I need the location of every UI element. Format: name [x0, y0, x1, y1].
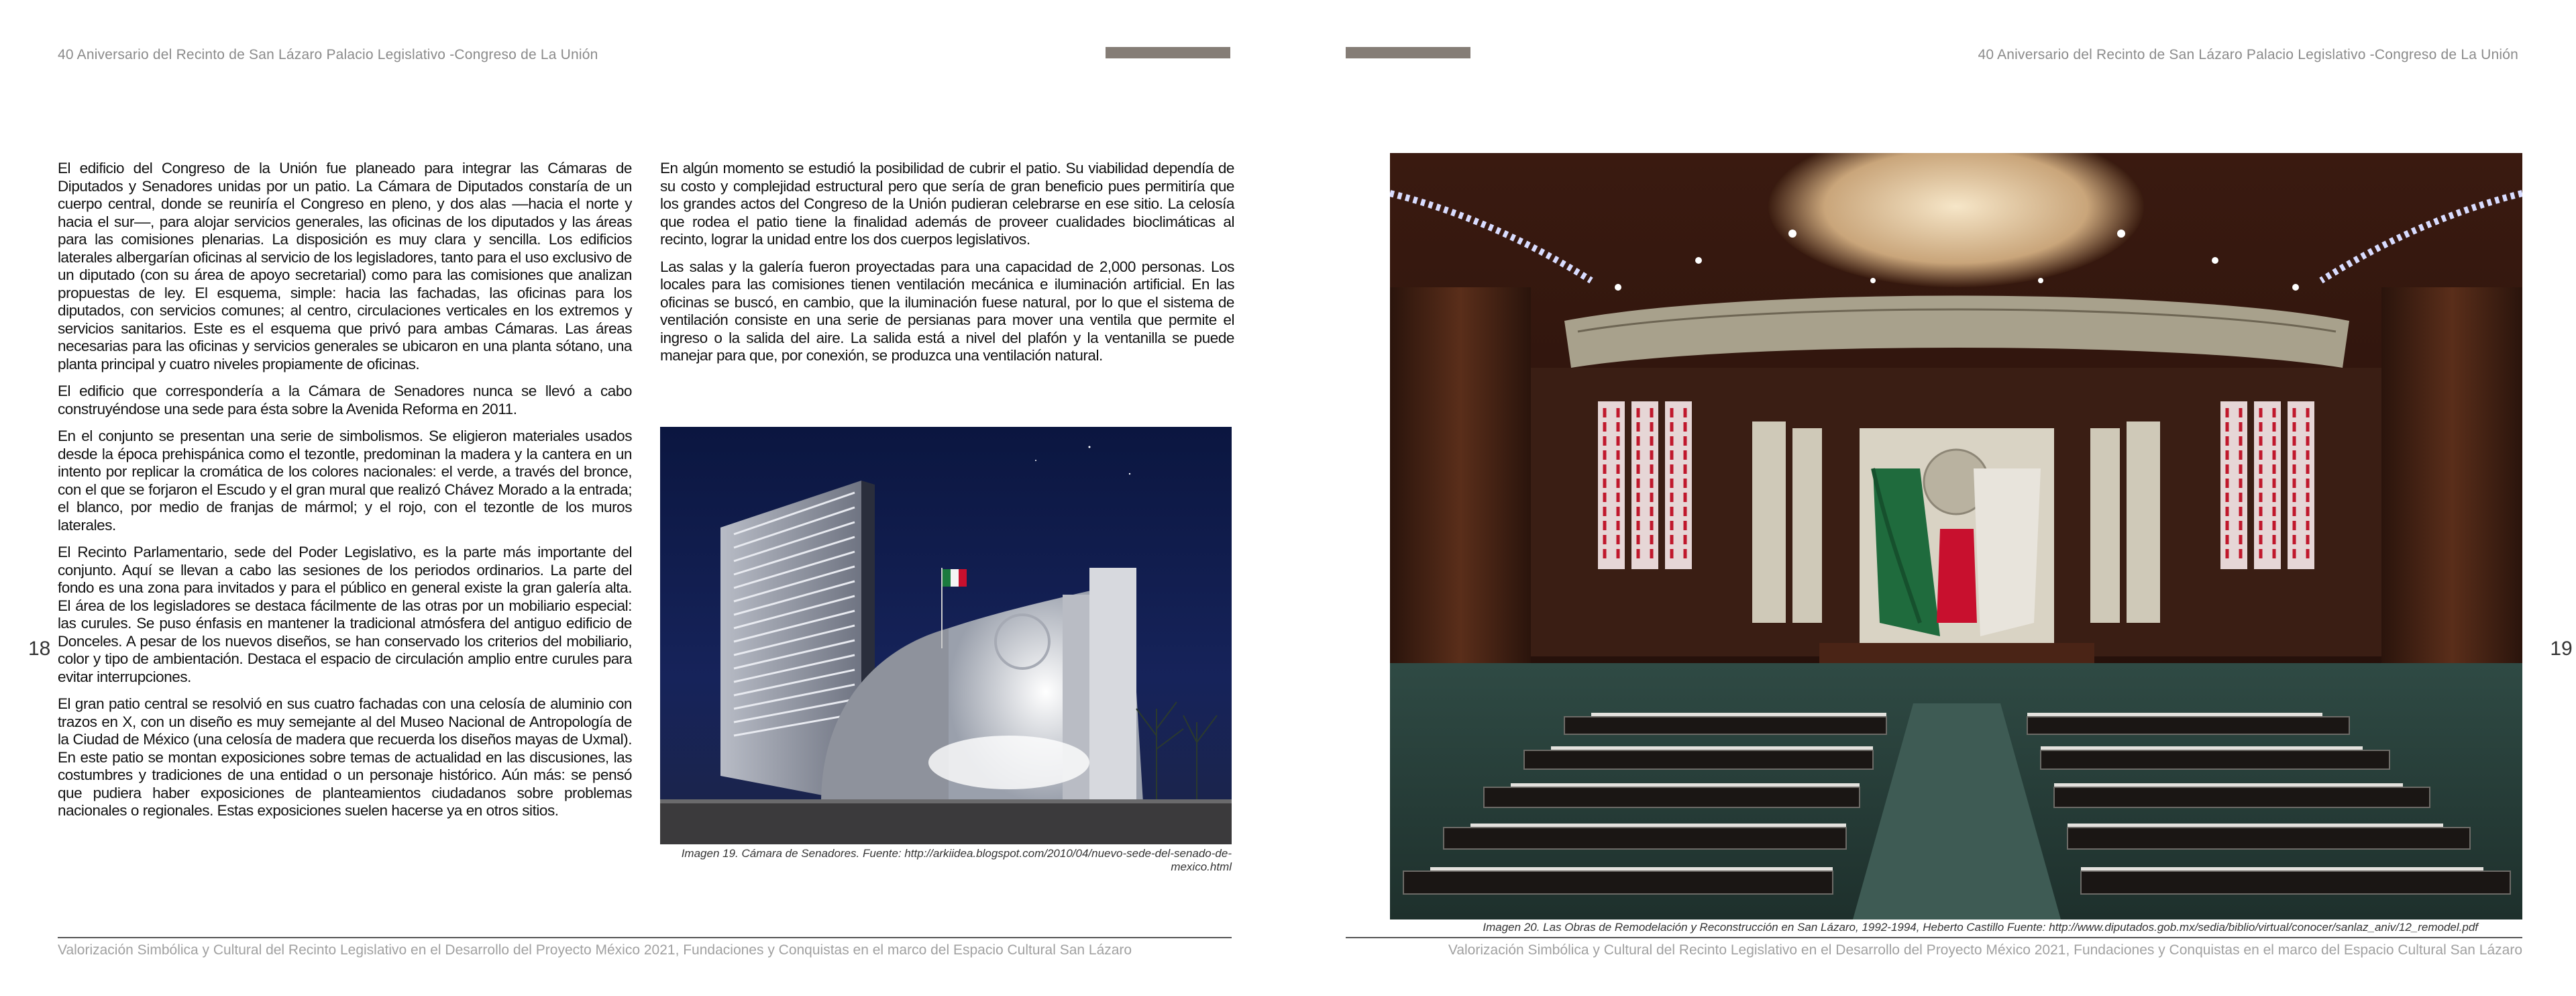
running-head: 40 Aniversario del Recinto de San Lázaro Palacio Legislativo -Congreso de La Unión: [1978, 47, 2518, 62]
senate-building-photo: [660, 427, 1232, 844]
paragraph: El edificio del Congreso de la Unión fue planeado para integrar las Cámaras de Diputados y Senadores unidas por un patio. La Cámara de Diputados constaría de un cuerpo central, donde se reuniría el Congreso en pleno, y dos alas ––hacia el norte y hacia el sur––, para alojar servicios generales, las oficinas de los diputados y las áreas para las comisiones plenarias. La disposición es muy clara y sencilla. Los edificios laterales albergarían oficinas al servicio de los legisladores, tanto para el uso exclusivo de un diputado (con su área de apoyo secretarial) como para las comisiones que analizan propuestas de ley. El esquema, simple: hacia las fachadas, las oficinas para los diputados, con servicios comunes; al centro, circulaciones verticales en los extremos y servicios sanitarios. Este es el esquema que privó para ambas Cámaras. Las áreas necesarias para las oficinas y servicios generales se ubicaron en una planta sótano, una planta principal y cuatro niveles propiamente de oficinas.: [58, 160, 632, 372]
figure-caption: Imagen 19. Cámara de Senadores. Fuente: http://arkiidea.blogspot.com/2010/04/nuevo-sede-del-senado-de-mexico.html: [681, 847, 1232, 873]
text-column-2: [660, 160, 1234, 375]
header-accent-bar: [1106, 47, 1230, 58]
page-number: 18: [28, 638, 51, 660]
paragraph: En algún momento se estudió la posibilidad de cubrir el patio. Su viabilidad dependía de su costo y complejidad estructural pero que sería de gran beneficio pues permitiría que los grandes actos del Congreso de la Unión pudieran celebrarse en ese sitio. La celosía que rodea el patio tiene la finalidad además de proveer cualidades bioclimáticas al recinto, lograr la unidad entre los dos cuerpos legislativos.: [660, 160, 1234, 248]
paragraph: Las salas y la galería fueron proyectadas para una capacidad de 2,000 personas. Los locales para las comisiones tienen ventilación mecánica e iluminación artificial. En las oficinas se buscó, en cambio, que la iluminación fuese natural, por lo que el sistema de ventilación consiste en una serie de persianas para mover una ventila que permite el ingreso o la salida del aire. La salida está a nivel del plafón y la ventanilla se puede manejar para que, por conexión, se produzca una ventilación natural.: [660, 258, 1234, 364]
running-head: 40 Aniversario del Recinto de San Lázaro Palacio Legislativo -Congreso de La Unión: [58, 47, 598, 62]
footer-rule: [58, 937, 1232, 938]
paragraph: En el conjunto se presentan una serie de simbolismos. Se eligieron materiales usados desde la época prehispánica como el tezontle, predominan la madera y la cantera en un intento por replicar la cromática de los colores nacionales: el verde, a través del bronce, con el que se forjaron el Escudo y el gran mural que realizó Chávez Morado a la entrada; el blanco, por medio de franjas de mármol; y el rojo, con el tezontle de los muros laterales.: [58, 428, 632, 534]
footer-rule: [1346, 937, 2522, 938]
header-accent-bar: [1346, 47, 1470, 58]
chamber-interior-photo: [1390, 153, 2522, 919]
text-column-1: [58, 160, 632, 830]
figure-caption: Imagen 20. Las Obras de Remodelación y Reconstrucción en San Lázaro, 1992-1994, Heberto Castillo Fuente: http://www.diputados.gob.mx/sedia/biblio/virtual/conocer/sanlaz_aniv/12_remodel.pdf: [1483, 921, 2478, 934]
paragraph: El Recinto Parlamentario, sede del Poder Legislativo, es la parte más importante del conjunto. Aquí se llevan a cabo las sesiones de los periodos ordinarios. La parte del fondo es una zona para invitados y para el público en general existe la gran galería alta. El área de los legisladores se destaca fácilmente de las otras por un mobiliario especial: las curules. Se puso énfasis en mantener la tradicional atmósfera del antiguo edificio de Donceles. A pesar de los nuevos diseños, se han conservado los criterios del mobiliario, color y tipo de ambientación. Destaca el espacio de circulación amplio entre curules para evitar interrupciones.: [58, 544, 632, 685]
page-number: 19: [2550, 638, 2573, 660]
paragraph: El gran patio central se resolvió en sus cuatro fachadas con una celosía de aluminio con trazos en X, con un diseño es muy semejante al del Museo Nacional de Antropología de la Ciudad de México (una celosía de madera que recuerda los diseños mayas de Uxmal). En este patio se montan exposiciones sobre temas de actualidad en las discusiones, las costumbres y tradiciones de una entidad o un personaje histórico. Aún más: se pensó que pudiera haber exposiciones de planteamientos ciudadanos sobre problemas nacionales o regionales. Estas exposiciones suelen hacerse ya en otros sitios.: [58, 695, 632, 819]
right-page: [1288, 0, 2576, 996]
footer-text: Valorización Simbólica y Cultural del Recinto Legislativo en el Desarrollo del Proyecto México 2021, Fundaciones y Conquistas en el marco del Espacio Cultural San Lázaro: [1448, 942, 2522, 958]
footer-text: Valorización Simbólica y Cultural del Recinto Legislativo en el Desarrollo del Proyecto México 2021, Fundaciones y Conquistas en el marco del Espacio Cultural San Lázaro: [58, 942, 1132, 958]
paragraph: El edificio que correspondería a la Cámara de Senadores nunca se llevó a cabo construyéndose una sede para ésta sobre la Avenida Reforma en 2011.: [58, 383, 632, 417]
